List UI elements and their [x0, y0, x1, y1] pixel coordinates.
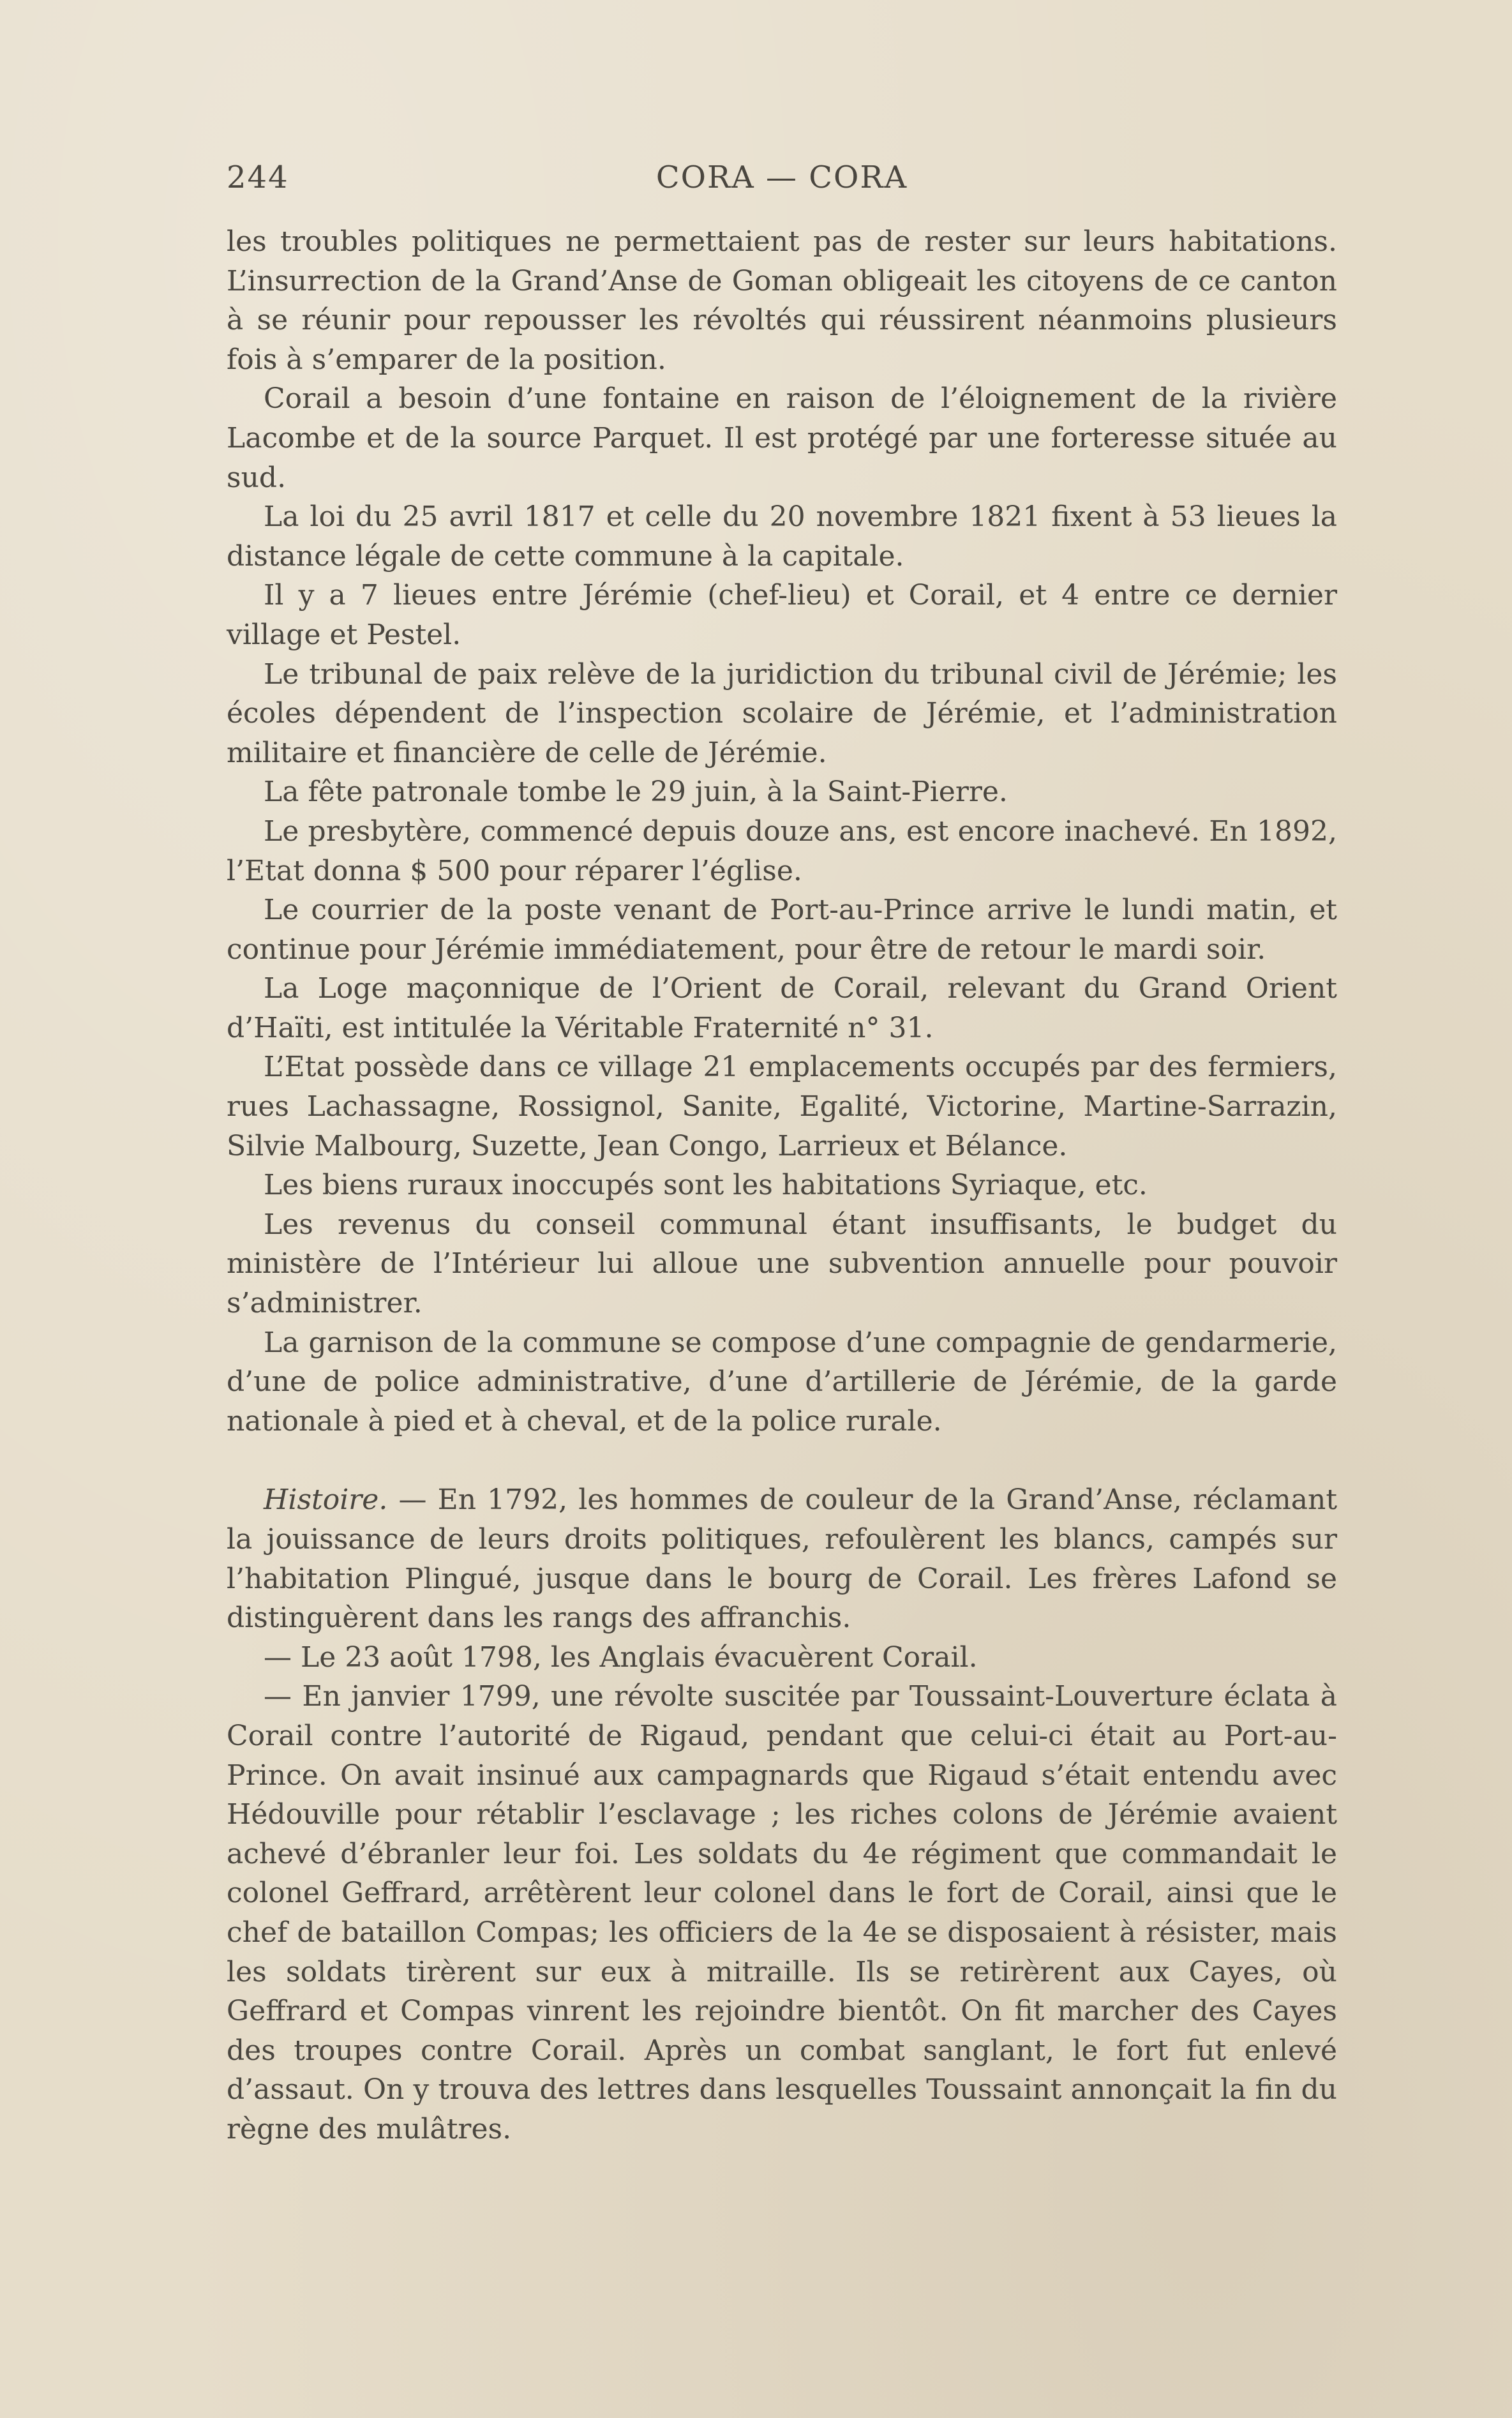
- running-title: CORA — CORA: [655, 160, 908, 195]
- histoire-text: — En 1792, les hommes de couleur de la Grand’Anse, réclamant la jouissance de leurs droits politiques, refoulèrent les blancs, campés sur l’habitation Plingué, jusque dans le bourg de Corail. Les frères Lafond se distinguèrent dans les rangs des affranchis.: [227, 1483, 1337, 1635]
- paragraph: La Loge maçonnique de l’Orient de Corail, relevant du Grand Orient d’Haïti, est intitulée la Véritable Fraternité n° 31.: [227, 972, 1337, 1044]
- paragraph: Il y a 7 lieues entre Jérémie (chef-lieu) et Corail, et 4 entre ce dernier village et Pestel.: [227, 579, 1337, 651]
- paragraph: Le tribunal de paix relève de la juridiction du tribunal civil de Jérémie; les écoles dépendent de l’inspection scolaire de Jérémie, et l’administration militaire et financière de celle de Jérémie.: [227, 657, 1337, 769]
- paragraph: — Le 23 août 1798, les Anglais évacuèrent Corail.: [264, 1641, 978, 1674]
- paragraph: Corail a besoin d’une fontaine en raison de l’éloignement de la rivière Lacombe et de la source Parquet. Il est protégé par une forteresse située au sud.: [227, 382, 1337, 494]
- paragraph: — En janvier 1799, une révolte suscitée par Toussaint-Louverture éclata à Corail contre l’autorité de Rigaud, pendant que celui-ci était au Port-au-Prince. On avait insinué aux campagnards que Rigaud s’était entendu avec Hédouville pour rétablir l’esclavage ; les riches colons de Jérémie avaient achevé d’ébranler leur foi. Les soldats du 4e régiment que commandait le colonel Geffrard, arrêtèrent leur colonel dans le fort de Corail, ainsi que le chef de bataillon Compas; les officiers de la 4e se disposaient à résister, mais les soldats tirèrent sur eux à mitraille. Ils se retirèrent aux Cayes, où Geffrard et Compas vinrent les rejoindre bientôt. On fit marcher des Cayes des troupes contre Corail. Après un combat sanglant, le fort fut enlevé d’assaut. On y trouva des lettres dans lesquelles Toussaint annonçait la fin du règne des mulâtres.: [227, 1680, 1337, 2145]
- paragraph: Le courrier de la poste venant de Port-au-Prince arrive le lundi matin, et continue pour Jérémie immédiatement, pour être de retour le mardi soir.: [227, 894, 1337, 966]
- page-header: [227, 160, 1337, 204]
- paragraph: Les biens ruraux inoccupés sont les habitations Syriaque, etc.: [264, 1169, 1148, 1202]
- paragraph: les troubles politiques ne permettaient pas de rester sur leurs habitations. L’insurrection de la Grand’Anse de Goman obligeait les citoyens de ce canton à se réunir pour repousser les révoltés qui réussirent néanmoins plusieurs fois à s’emparer de la position.: [227, 225, 1337, 376]
- histoire-paragraph: [227, 1480, 1337, 1637]
- paragraph: La loi du 25 avril 1817 et celle du 20 novembre 1821 fixent à 53 lieues la distance légale de cette commune à la capitale.: [227, 500, 1337, 573]
- paragraph: Les revenus du conseil communal étant insuffisants, le budget du ministère de l’Intérieur lui alloue une subvention annuelle pour pouvoir s’administrer.: [227, 1208, 1337, 1320]
- paragraph: Le presbytère, commencé depuis douze ans, est encore inachevé. En 1892, l’Etat donna $ 500 pour réparer l’église.: [227, 815, 1337, 887]
- paragraph: La fête patronale tombe le 29 juin, à la Saint-Pierre.: [264, 776, 1008, 809]
- paragraph: L’Etat possède dans ce village 21 emplacements occupés par des fermiers, rues Lachassagne, Rossignol, Sanite, Egalité, Victorine, Martine-Sarrazin, Silvie Malbourg, Suzette, Jean Congo, Larrieux et Bélance.: [227, 1051, 1337, 1162]
- histoire-label: Histoire.: [264, 1483, 388, 1517]
- body-text: [227, 222, 1337, 2149]
- paragraph: La garnison de la commune se compose d’une compagnie de gendarmerie, d’une de police administrative, d’une d’artillerie de Jérémie, de la garde nationale à pied et à cheval, et de la police rurale.: [227, 1326, 1337, 1438]
- page-number: 244: [227, 160, 289, 195]
